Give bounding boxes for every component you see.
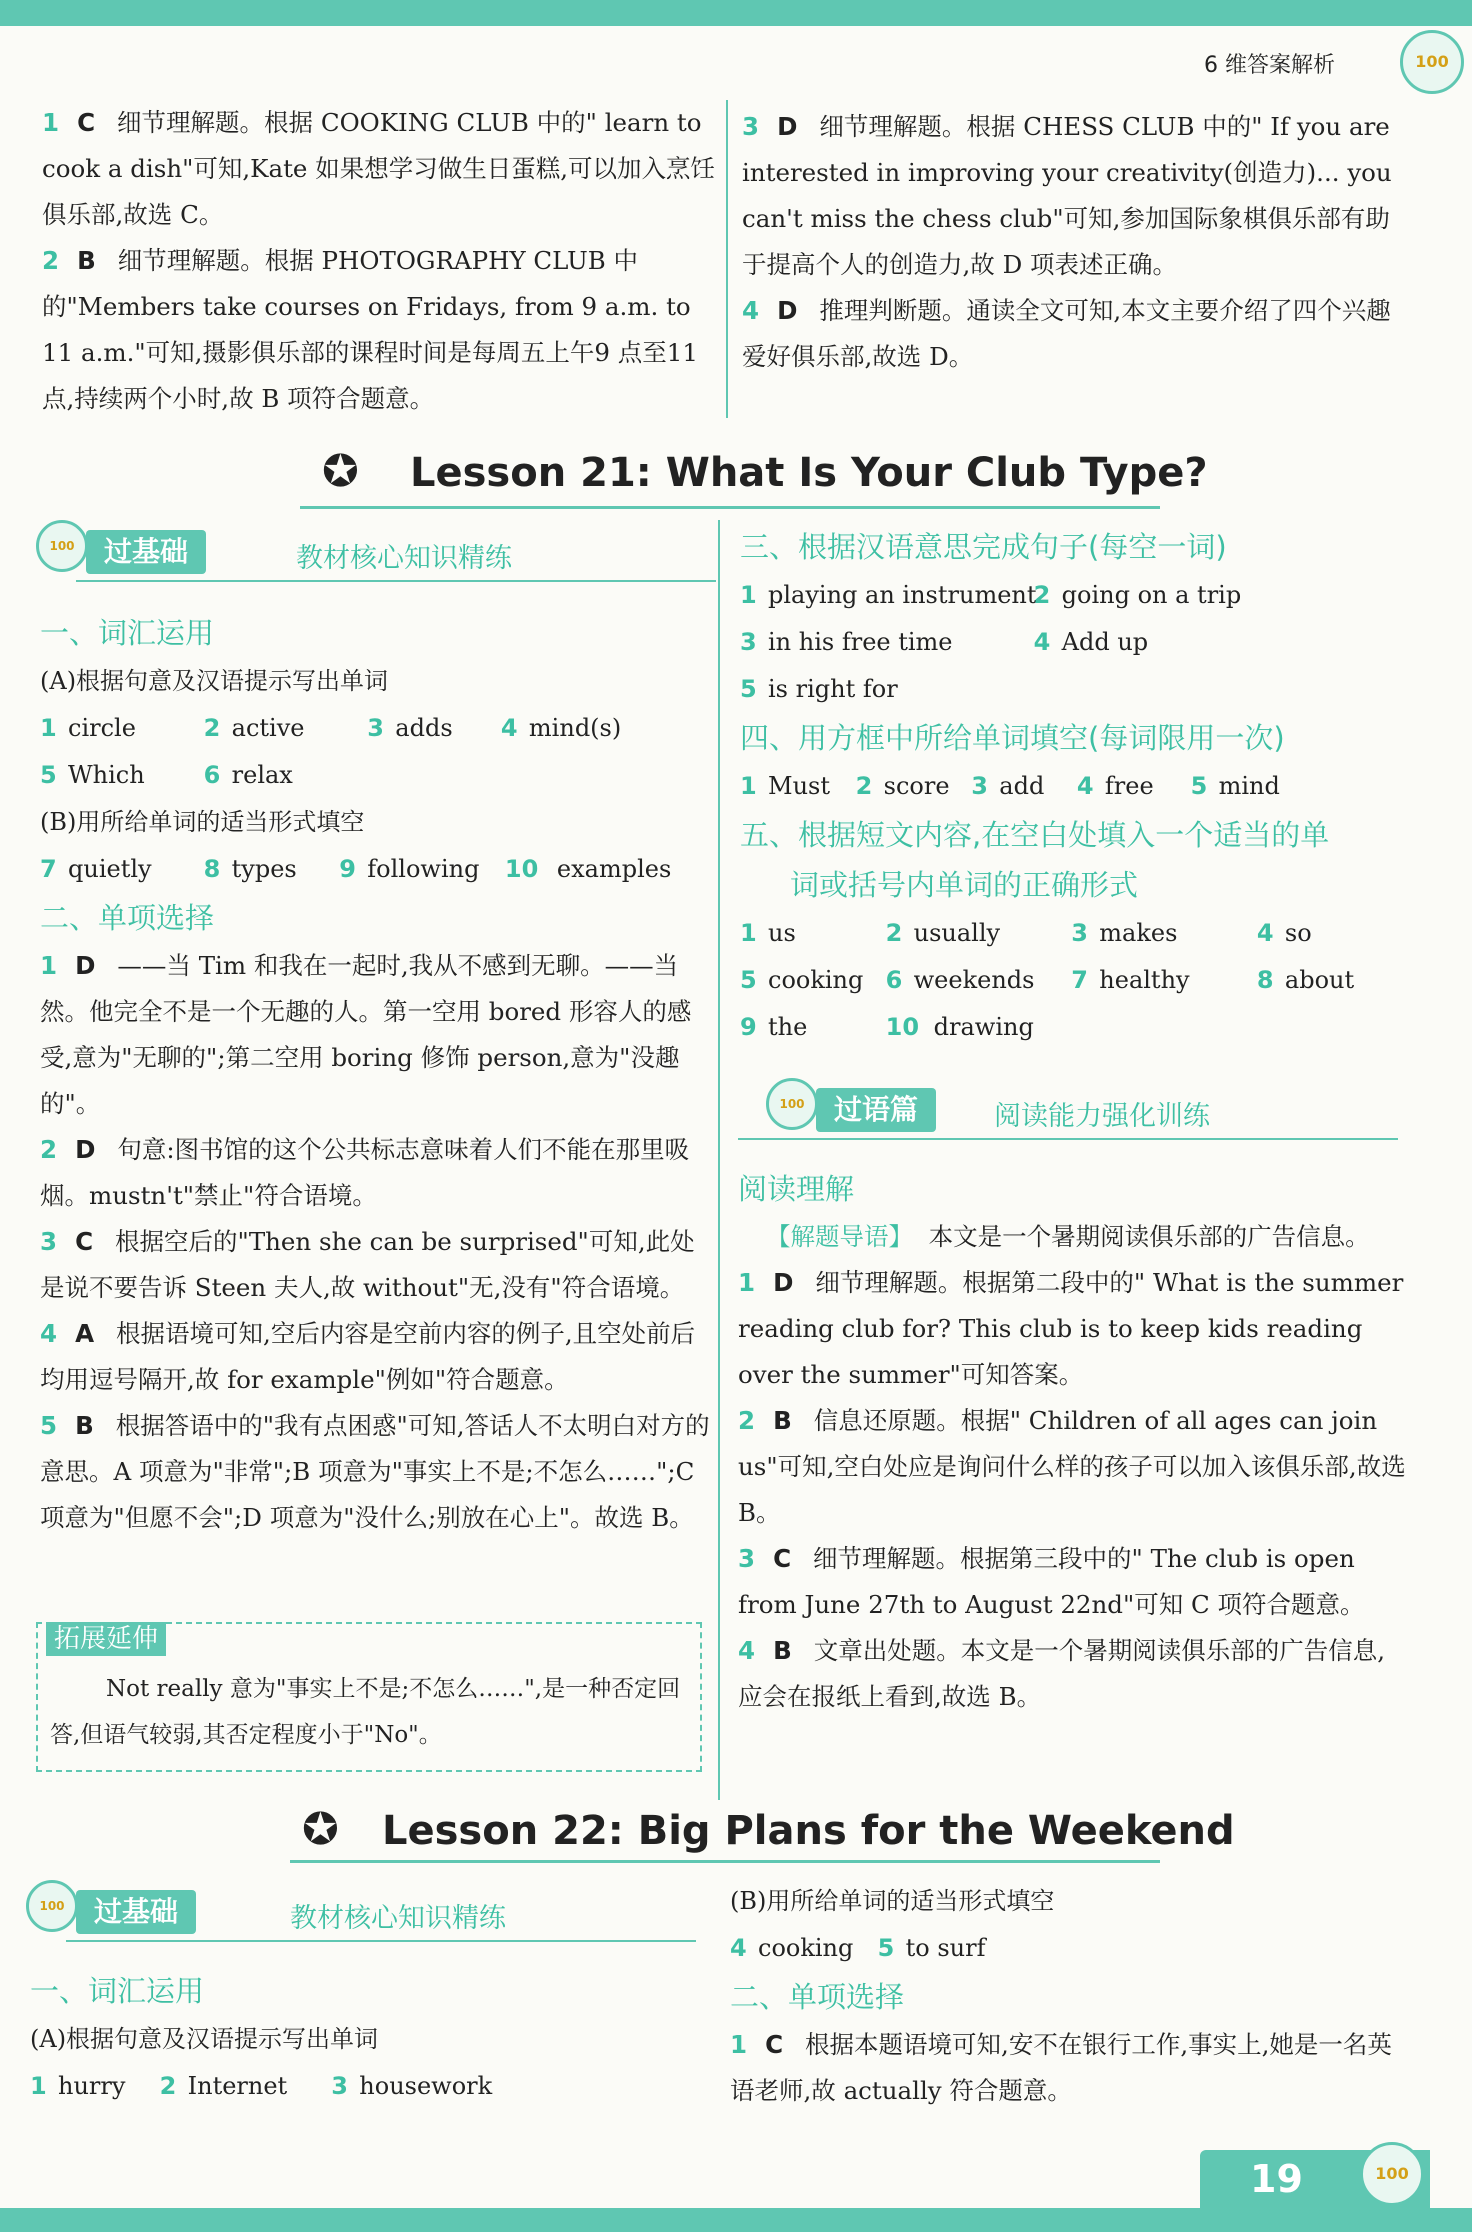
header-tag bbox=[1150, 26, 1472, 86]
banner-basics bbox=[36, 530, 716, 574]
banner-subtitle: 教材核心知识精练 bbox=[290, 1903, 506, 1934]
section-title: 二、单项选择 bbox=[40, 901, 215, 935]
lesson21-left-column bbox=[40, 608, 710, 1541]
answer-row: 5 cooking 6 weekends 7 healthy 8 about bbox=[740, 966, 1355, 994]
section-title: 一、词汇运用 bbox=[40, 616, 215, 650]
star-icon: ✪ bbox=[322, 446, 359, 497]
subsection-instruction: (A)根据句意及汉语提示写出单词 bbox=[40, 667, 389, 695]
top-right-answers bbox=[742, 104, 1414, 380]
column-divider bbox=[718, 520, 720, 1800]
banner-subtitle: 阅读能力强化训练 bbox=[994, 1101, 1210, 1132]
answer-item: 4 A 根据语境可知,空后内容是空前内容的例子,且空处前后均用逗号隔开,故 for example"例如"符合题意。 bbox=[40, 1319, 696, 1394]
extension-box bbox=[36, 1622, 702, 1772]
section-title: 二、单项选择 bbox=[730, 1980, 905, 2014]
mascot-icon: 100 bbox=[1360, 2142, 1424, 2206]
title-underline bbox=[300, 506, 1160, 509]
extension-label: 拓展延伸 bbox=[46, 1622, 166, 1656]
banner-underline bbox=[76, 580, 716, 582]
banner-underline bbox=[66, 1940, 696, 1942]
banner-basics-22 bbox=[26, 1890, 716, 1934]
section-title: 三、根据汉语意思完成句子(每空一词) bbox=[740, 530, 1227, 564]
answer-item: 5 B 根据答语中的"我有点困惑"可知,答话人不太明白对方的意思。A 项意为"非常";B 项意为"事实上不是;不怎么……";C 项意为"但愿不会";D 项意为"没什么;别放在心上"。故选 B。 bbox=[40, 1411, 710, 1532]
lesson22-right-column bbox=[730, 1878, 1410, 2114]
guide-text: 【解题导语】 本文是一个暑期阅读俱乐部的广告信息。 bbox=[766, 1222, 1370, 1251]
banner-tag: 过基础 bbox=[86, 530, 206, 574]
answer-row: 1 playing an instrument 2 going on a trip bbox=[740, 581, 1242, 609]
subsection-instruction: (B)用所给单词的适当形式填空 bbox=[40, 808, 365, 836]
top-left-answers bbox=[42, 100, 717, 422]
answer-item: 2 D 句意:图书馆的这个公共标志意味着人们不能在那里吸烟。mustn't"禁止"符合语境。 bbox=[40, 1135, 690, 1210]
mascot-icon: 100 bbox=[36, 520, 88, 572]
page-number: 19 bbox=[1200, 2150, 1430, 2208]
answer-item: 1 D ——当 Tim 和我在一起时,我从不感到无聊。——当然。他完全不是一个无趣的人。第一空用 bored 形容人的感受,意为"无聊的";第二空用 boring 修饰 person,意为"没趣的"。 bbox=[40, 951, 692, 1118]
banner-tag: 过语篇 bbox=[816, 1088, 936, 1132]
title-underline bbox=[290, 1860, 1160, 1863]
section-title: 四、用方框中所给单词填空(每词限用一次) bbox=[740, 721, 1285, 755]
book-title: 6 维答案解析 bbox=[1204, 53, 1335, 78]
answer-row: 1 Must 2 score 3 add 4 free 5 mind bbox=[740, 772, 1280, 800]
answer-row: 1 circle 2 active 3 adds 4 mind(s) bbox=[40, 714, 622, 742]
answer-row: 4 cooking 5 to surf bbox=[730, 1934, 986, 1962]
banner-reading bbox=[738, 1088, 1418, 1132]
mascot-icon: 100 bbox=[766, 1078, 818, 1130]
banner-subtitle: 教材核心知识精练 bbox=[296, 543, 512, 574]
bottom-decor-bar bbox=[0, 2208, 1472, 2232]
mascot-icon: 100 bbox=[26, 1880, 78, 1932]
section-title: 五、根据短文内容,在空白处填入一个适当的单 bbox=[740, 818, 1330, 852]
answer-item: 3 C 根据空后的"Then she can be surprised"可知,此处是说不要告诉 Steen 夫人,故 without"无,没有"符合语境。 bbox=[40, 1227, 695, 1302]
subsection-instruction: (A)根据句意及汉语提示写出单词 bbox=[30, 2025, 379, 2053]
lesson22-left-column bbox=[30, 1966, 710, 2110]
answer-item: 3 D 细节理解题。根据 CHESS CLUB 中的" If you are interested in improving your creativity(创造力)... you can't miss the chess club"可知,参加国际象棋俱乐部有助于提高个人的创造力,故 D 项表述正确。 bbox=[742, 112, 1392, 279]
banner-tag: 过基础 bbox=[76, 1890, 196, 1934]
reading-section bbox=[738, 1164, 1408, 1720]
lesson-21-title: Lesson 21: What Is Your Club Type? bbox=[410, 450, 1208, 496]
lesson-22-title: Lesson 22: Big Plans for the Weekend bbox=[382, 1808, 1235, 1854]
answer-row: 9 the 10 drawing bbox=[740, 1013, 1034, 1041]
section-title-cont: 词或括号内单词的正确形式 bbox=[790, 868, 1139, 902]
answer-item: 4 D 推理判断题。通读全文可知,本文主要介绍了四个兴趣爱好俱乐部,故选 D。 bbox=[742, 296, 1391, 371]
star-icon: ✪ bbox=[302, 1804, 339, 1855]
answer-item: 1 C 根据本题语境可知,安不在银行工作,事实上,她是一名英语老师,故 actually 符合题意。 bbox=[730, 2030, 1392, 2105]
section-title: 阅读理解 bbox=[738, 1172, 855, 1206]
mascot-icon: 100 bbox=[1400, 30, 1464, 94]
answer-row: 3 in his free time 4 Add up bbox=[740, 628, 1149, 656]
answer-item: 4 B 文章出处题。本文是一个暑期阅读俱乐部的广告信息,应会在报纸上看到,故选 B。 bbox=[738, 1636, 1386, 1711]
subsection-instruction: (B)用所给单词的适当形式填空 bbox=[730, 1887, 1055, 1915]
answer-item: 1 C 细节理解题。根据 COOKING CLUB 中的" learn to cook a dish"可知,Kate 如果想学习做生日蛋糕,可以加入烹饪俱乐部,故选 C。 bbox=[42, 108, 716, 229]
extension-text: Not really 意为"事实上不是;不怎么……",是一种否定回答,但语气较弱,其否定程度小于"No"。 bbox=[50, 1676, 681, 1748]
answer-row: 1 hurry 2 Internet 3 housework bbox=[30, 2072, 493, 2100]
answer-item: 1 D 细节理解题。根据第二段中的" What is the summer reading club for? This club is to keep kids reading over the summer"可知答案。 bbox=[738, 1268, 1404, 1389]
answer-item: 3 C 细节理解题。根据第三段中的" The club is open from June 27th to August 22nd"可知 C 项符合题意。 bbox=[738, 1544, 1365, 1619]
banner-underline bbox=[738, 1138, 1398, 1140]
answer-row: 5 is right for bbox=[740, 675, 898, 703]
answer-row: 5 Which 6 relax bbox=[40, 761, 293, 789]
answer-row: 7 quietly 8 types 9 following 10 examples bbox=[40, 855, 672, 883]
column-divider bbox=[726, 100, 728, 418]
answer-row: 1 us 2 usually 3 makes 4 so bbox=[740, 919, 1312, 947]
lesson21-right-column bbox=[740, 522, 1420, 1051]
section-title: 一、词汇运用 bbox=[30, 1974, 205, 2008]
top-decor-bar bbox=[0, 0, 1472, 26]
answer-item: 2 B 信息还原题。根据" Children of all ages can join us"可知,空白处应是询问什么样的孩子可以加入该俱乐部,故选 B。 bbox=[738, 1406, 1406, 1527]
answer-item: 2 B 细节理解题。根据 PHOTOGRAPHY CLUB 中的"Members take courses on Fridays, from 9 a.m. to 11 a.m."可知,摄影俱乐部的课程时间是每周五上午9 点至11 点,持续两个小时,故 B 项符合题意。 bbox=[42, 246, 698, 413]
